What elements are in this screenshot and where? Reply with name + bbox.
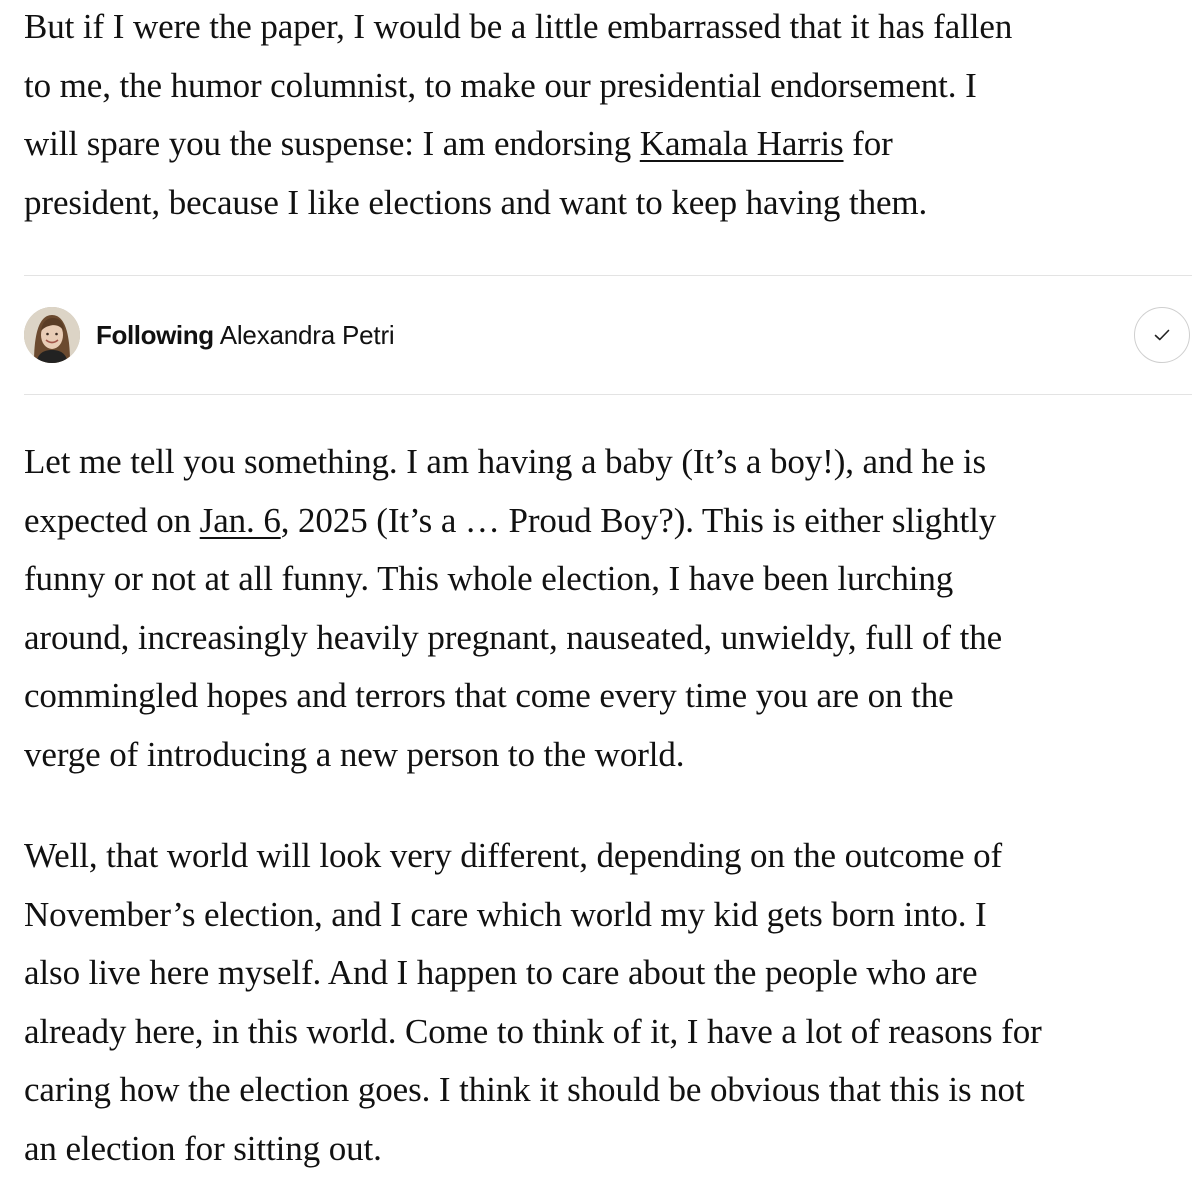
paragraph-election [24, 827, 1042, 1178]
paragraph-line: But if I were the paper, I would be a little embarrassed that it has fallen [24, 7, 1013, 46]
following-toggle-button[interactable] [1134, 307, 1190, 363]
text-segment: for [843, 124, 893, 163]
paragraph-line: caring how the election goes. I think it should be obvious that this is not [24, 1070, 1025, 1109]
paragraph-line [24, 492, 1002, 551]
paragraph-line: an election for sitting out. [24, 1128, 382, 1168]
paragraph-line: Well, that world will look very different, depending on the outcome of [24, 836, 1003, 875]
following-status: Following [96, 320, 214, 350]
paragraph-line: also live here myself. And I happen to care about the people who are [24, 953, 978, 992]
paragraph-line: already here, in this world. Come to think of it, I have a lot of reasons for [24, 1011, 1042, 1051]
text-segment: will spare you the suspense: I am endorsing [24, 124, 640, 163]
paragraph-line: November’s election, and I care which world my kid gets born into. I [24, 894, 987, 934]
paragraph-line: Let me tell you something. I am having a baby (It’s a boy!), and he is [24, 442, 987, 481]
divider [24, 394, 1192, 395]
kamala-harris-link[interactable]: Kamala Harris [639, 124, 844, 163]
paragraph-endorsement [24, 0, 1012, 232]
text-segment: , 2025 (It’s a … Proud Boy?). This is either slightly [280, 500, 997, 540]
follow-label [96, 319, 394, 351]
paragraph-line: president, because I like elections and want to keep having them. [24, 182, 928, 222]
follow-author-bar [24, 276, 1192, 394]
paragraph-line [24, 115, 1012, 174]
author-portrait-icon [24, 307, 80, 363]
paragraph-baby [24, 433, 1002, 784]
author-name[interactable]: Alexandra Petri [219, 320, 395, 350]
paragraph-line: around, increasingly heavily pregnant, nauseated, unwieldy, full of the [24, 617, 1003, 657]
paragraph-line: commingled hopes and terrors that come every time you are on the [24, 676, 954, 715]
checkmark-icon [1154, 329, 1170, 341]
paragraph-line: to me, the humor columnist, to make our presidential endorsement. I [24, 65, 977, 105]
paragraph-line: verge of introducing a new person to the world. [24, 734, 685, 774]
avatar[interactable] [24, 307, 80, 363]
paragraph-line: funny or not at all funny. This whole election, I have been lurching [24, 559, 954, 598]
jan-6-link[interactable]: Jan. 6 [199, 500, 281, 540]
text-segment: expected on [24, 500, 200, 540]
